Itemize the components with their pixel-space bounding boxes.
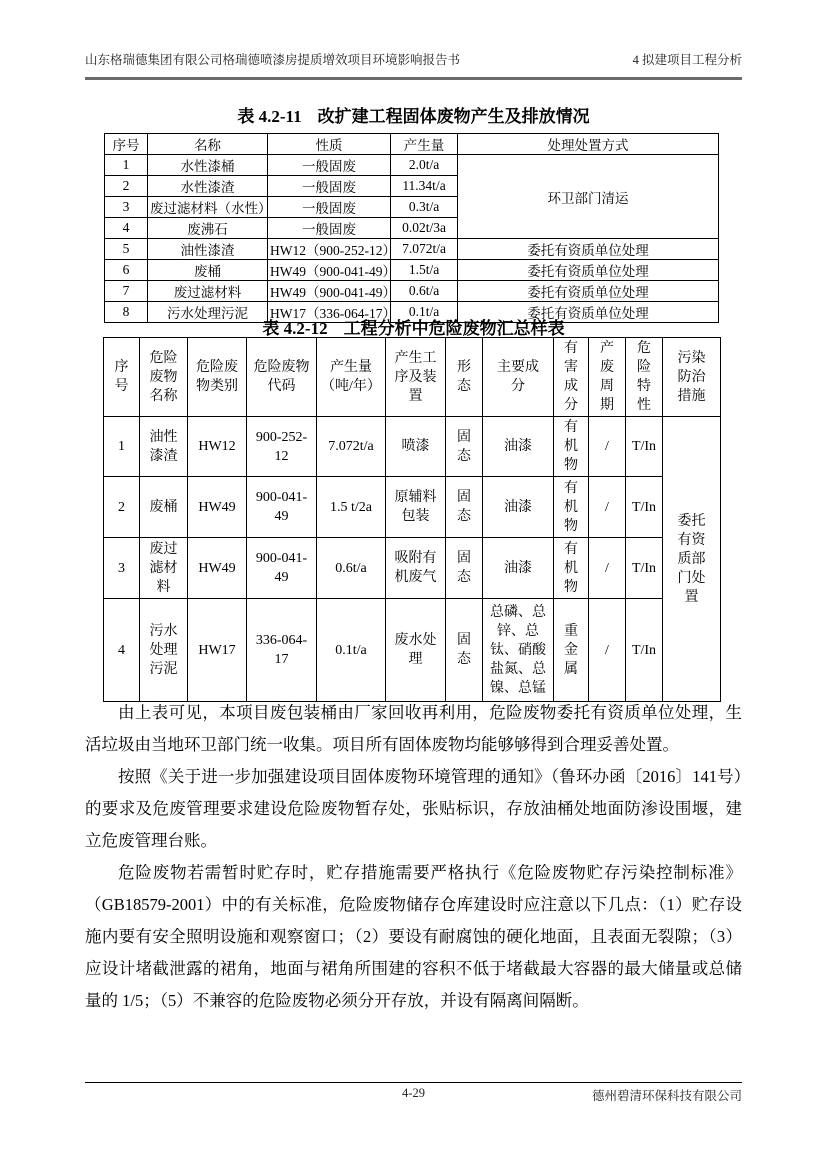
- cell: 7: [105, 281, 148, 302]
- table-row: [104, 477, 721, 538]
- cell: 油漆: [483, 538, 554, 599]
- cell: 固态: [446, 477, 483, 538]
- cell: 废水处理: [386, 599, 446, 702]
- cell: 1: [104, 417, 140, 477]
- col-header: 产废周期: [589, 338, 626, 417]
- cell: 一般固废: [268, 197, 391, 218]
- cell: 4: [105, 218, 148, 239]
- table-row: [104, 538, 721, 599]
- col-header: 污染防治措施: [663, 338, 721, 417]
- cell: 油漆: [483, 417, 554, 477]
- hazardous-waste-table: [103, 337, 721, 702]
- page-footer: [85, 1086, 742, 1104]
- cell: T/In: [626, 538, 663, 599]
- cell: 废沸石: [148, 218, 268, 239]
- cell: 336-064-17: [247, 599, 317, 702]
- col-header: 危险废物类别: [188, 338, 247, 417]
- cell: 7.072t/a: [391, 239, 458, 260]
- cell: 1.5 t/2a: [317, 477, 386, 538]
- cell: T/In: [626, 417, 663, 477]
- cell: /: [589, 599, 626, 702]
- cell: 固态: [446, 538, 483, 599]
- cell: T/In: [626, 477, 663, 538]
- cell: 油漆: [483, 477, 554, 538]
- merged-disposal-cell: 环卫部门清运: [458, 155, 719, 239]
- cell: 污水处理污泥: [148, 302, 268, 323]
- table1-caption: 改扩建工程固体废物产生及排放情况: [317, 107, 590, 126]
- footer-company: 德州碧清环保科技有限公司: [591, 1089, 742, 1103]
- page-header: [85, 50, 742, 80]
- cell: 900-041-49: [247, 538, 317, 599]
- cell: 喷漆: [386, 417, 446, 477]
- cell: 900-252-12: [247, 417, 317, 477]
- cell: HW17: [188, 599, 247, 702]
- cell: 有机物: [554, 538, 589, 599]
- col-header: 产生量（吨/年）: [317, 338, 386, 417]
- cell: 吸附有机废气: [386, 538, 446, 599]
- cell: 3: [104, 538, 140, 599]
- table-row: [105, 281, 719, 302]
- cell: 废桶: [148, 260, 268, 281]
- cell: 7.072t/a: [317, 417, 386, 477]
- cell: HW49: [188, 477, 247, 538]
- table-row: [105, 260, 719, 281]
- col-header: 产生量: [391, 134, 458, 155]
- cell: 900-041-49: [247, 477, 317, 538]
- cell: HW49（900-041-49）: [268, 281, 391, 302]
- cell: 0.3t/a: [391, 197, 458, 218]
- col-header: 危险废物代码: [247, 338, 317, 417]
- cell: 0.1t/a: [317, 599, 386, 702]
- cell: 2: [104, 477, 140, 538]
- footer-rule: [85, 1082, 742, 1083]
- merged-measure-cell: 委托有资质部门处置: [663, 417, 721, 702]
- cell: 有机物: [554, 417, 589, 477]
- cell: 5: [105, 239, 148, 260]
- table2-label: 表 4.2-12: [262, 319, 328, 338]
- table-header-row: [104, 338, 721, 417]
- cell: 4: [104, 599, 140, 702]
- cell: 废过滤材料（水性）: [148, 197, 268, 218]
- cell: HW12: [188, 417, 247, 477]
- cell: HW49: [188, 538, 247, 599]
- paragraph-2: 按照《关于进一步加强建设项目固体废物环境管理的通知》（鲁环办函〔2016〕141号）的要求及危废管理要求建设危险废物暂存处，张贴标识，存放油桶处地面防渗设围堰，建立危废管理台账。: [85, 767, 742, 850]
- cell: 水性漆渣: [148, 176, 268, 197]
- table1-label: 表 4.2-11: [237, 107, 302, 126]
- cell: 3: [105, 197, 148, 218]
- header-report-title: 山东格瑞德集团有限公司格瑞德喷漆房提质增效项目环境影响报告书: [85, 53, 461, 67]
- paragraph-1: 由上表可见，本项目废包装桶由厂家回收再利用，危险废物委托有资质单位处理，生活垃圾由当地环卫部门统一收集。项目所有固体废物均能够够得到合理妥善处置。: [85, 703, 742, 754]
- cell: 一般固废: [268, 155, 391, 176]
- cell: /: [589, 538, 626, 599]
- header-chapter: 4 拟建项目工程分析: [632, 53, 742, 67]
- cell: 6: [105, 260, 148, 281]
- cell: /: [589, 477, 626, 538]
- body-text: [85, 697, 742, 1017]
- cell: 污水处理污泥: [140, 599, 188, 702]
- col-header: 性质: [268, 134, 391, 155]
- cell: HW17（336-064-17）: [268, 302, 391, 323]
- cell: 委托有资质单位处理: [458, 239, 719, 260]
- paragraph-3: 危险废物若需暂时贮存时，贮存措施需要严格执行《危险废物贮存污染控制标准》（GB18579-2001）中的有关标准，危险废物储存仓库建设时应注意以下几点：（1）贮存设施内要有安全照明设施和观察窗口；（2）要设有耐腐蚀的硬化地面，且表面无裂隙；（3）应设计堵截泄露的裙角，地面与裙角所围建的容积不低于堵截最大容器的最大储量或总储量的 1/5；（5）不兼容的危险废物必须分开存放，并设有隔离间隔断。: [85, 863, 742, 1010]
- col-header: 产生工序及装置: [386, 338, 446, 417]
- table-row: [104, 599, 721, 702]
- cell: T/In: [626, 599, 663, 702]
- col-header: 形态: [446, 338, 483, 417]
- col-header: 序号: [104, 338, 140, 417]
- cell: /: [589, 417, 626, 477]
- table-row: [105, 239, 719, 260]
- cell: 0.6t/a: [317, 538, 386, 599]
- col-header: 处理处置方式: [458, 134, 719, 155]
- cell: 8: [105, 302, 148, 323]
- cell: HW12（900-252-12）: [268, 239, 391, 260]
- cell: 一般固废: [268, 218, 391, 239]
- cell: 委托有资质单位处理: [458, 281, 719, 302]
- cell: 1.5t/a: [391, 260, 458, 281]
- cell: 0.6t/a: [391, 281, 458, 302]
- page-number: 4-29: [402, 1086, 425, 1100]
- cell: 11.34t/a: [391, 176, 458, 197]
- table-row: [104, 417, 721, 477]
- cell: 一般固废: [268, 176, 391, 197]
- cell: 废过滤材料: [148, 281, 268, 302]
- cell: 废桶: [140, 477, 188, 538]
- table2-title: [0, 314, 827, 339]
- table2-caption: 工程分析中危险废物汇总样表: [343, 319, 565, 338]
- col-header: 序号: [105, 134, 148, 155]
- cell: 有机物: [554, 477, 589, 538]
- cell: 固态: [446, 417, 483, 477]
- table1-title: [0, 102, 827, 127]
- table-row: [105, 155, 719, 176]
- cell: 废过滤材料: [140, 538, 188, 599]
- cell: 0.02t/3a: [391, 218, 458, 239]
- cell: 油性漆渣: [148, 239, 268, 260]
- cell: 固态: [446, 599, 483, 702]
- cell: 油性漆渣: [140, 417, 188, 477]
- col-header: 主要成分: [483, 338, 554, 417]
- table-header-row: [105, 134, 719, 155]
- solid-waste-table: [104, 133, 719, 323]
- col-header: 名称: [148, 134, 268, 155]
- cell: 2.0t/a: [391, 155, 458, 176]
- cell: HW49（900-041-49）: [268, 260, 391, 281]
- cell: 委托有资质单位处理: [458, 302, 719, 323]
- col-header: 危险废物名称: [140, 338, 188, 417]
- cell: 重金属: [554, 599, 589, 702]
- cell: 2: [105, 176, 148, 197]
- cell: 0.1t/a: [391, 302, 458, 323]
- cell: 1: [105, 155, 148, 176]
- cell: 水性漆桶: [148, 155, 268, 176]
- col-header: 有害成分: [554, 338, 589, 417]
- col-header: 危险特性: [626, 338, 663, 417]
- cell: 总磷、总锌、总钛、硝酸盐氮、总镍、总锰: [483, 599, 554, 702]
- cell: 委托有资质单位处理: [458, 260, 719, 281]
- cell: 原辅料包装: [386, 477, 446, 538]
